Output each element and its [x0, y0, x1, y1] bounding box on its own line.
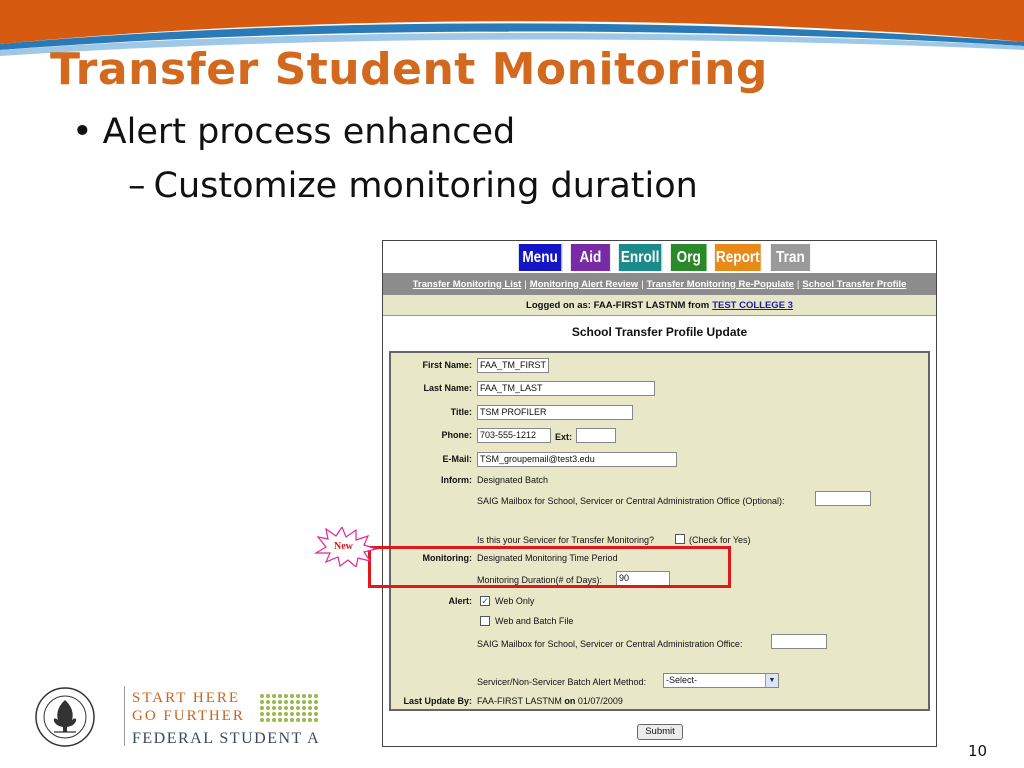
monitoring-label: Monitoring: — [422, 553, 472, 563]
page-number: 10 — [968, 742, 988, 760]
logo-line-federal-student: FEDERAL STUDENT A — [132, 730, 321, 747]
tab-report[interactable]: Report — [714, 243, 762, 272]
last-update-user: FAA-FIRST LASTNM — [477, 696, 562, 706]
department-seal-icon — [34, 686, 96, 748]
email-field[interactable]: TSM_groupemail@test3.edu — [477, 452, 677, 467]
last-name-label: Last Name: — [423, 383, 472, 393]
batch-method-select[interactable] — [663, 673, 779, 688]
link-separator: | — [796, 278, 800, 290]
inform-label: Inform: — [441, 475, 472, 485]
bullet-marker: • — [72, 112, 93, 152]
monitoring-highlight-box — [368, 546, 731, 588]
main-tabs — [518, 243, 818, 273]
batch-method-label: Servicer/Non-Servicer Batch Alert Method: — [477, 677, 647, 687]
link-separator: | — [641, 278, 644, 290]
phone-label: Phone: — [441, 430, 472, 440]
saig-label: SAIG Mailbox for School, Servicer or Central Administration Office: — [477, 639, 743, 649]
logged-on-bar — [383, 295, 936, 316]
tab-enroll[interactable]: Enroll — [618, 243, 662, 272]
servicer-checkbox[interactable] — [675, 534, 685, 544]
last-update-on: on — [564, 696, 576, 706]
web-batch-checkbox[interactable] — [480, 616, 490, 626]
batch-method-selected: -Select- — [666, 675, 698, 685]
tab-org[interactable]: Org — [670, 243, 707, 272]
last-update-value — [477, 696, 623, 706]
link-separator: | — [524, 278, 527, 290]
logo-divider — [124, 686, 125, 746]
new-callout-label: New — [334, 541, 353, 552]
link-monitoring-alert-review[interactable]: Monitoring Alert Review — [529, 278, 639, 290]
saig-optional-label: SAIG Mailbox for School, Servicer or Central Administration Office (Optional): — [477, 496, 785, 506]
college-link[interactable]: TEST COLLEGE 3 — [712, 299, 793, 311]
submit-button[interactable]: Submit — [637, 724, 683, 740]
last-update-label: Last Update By: — [403, 696, 472, 706]
title-label: Title: — [450, 407, 472, 417]
slide-title: Transfer Student Monitoring — [50, 44, 768, 95]
tab-aid[interactable]: Aid — [570, 243, 611, 272]
link-transfer-monitoring-repopulate[interactable]: Transfer Monitoring Re-Populate — [646, 278, 794, 290]
sub-bullet-marker: – — [128, 166, 146, 206]
sub-bullet-text: Customize monitoring duration — [153, 166, 698, 206]
duration-label: Monitoring Duration(# of Days): — [477, 575, 603, 585]
fsa-logo — [28, 686, 328, 752]
last-update-date: 01/07/2009 — [577, 696, 623, 706]
chevron-down-icon: ▼ — [765, 674, 778, 687]
phone-field[interactable]: 703-555-1212 — [477, 428, 551, 443]
web-only-label: Web Only — [495, 596, 535, 606]
ext-label: Ext: — [555, 432, 573, 442]
ext-field[interactable] — [576, 428, 616, 443]
saig-field[interactable] — [771, 634, 827, 649]
tab-tran[interactable]: Tran — [770, 243, 811, 272]
web-only-checkbox[interactable]: ✓ — [481, 596, 489, 606]
servicer-hint: (Check for Yes) — [689, 535, 751, 545]
duration-field[interactable]: 90 — [616, 571, 670, 586]
monitoring-value: Designated Monitoring Time Period — [477, 553, 618, 563]
alert-label: Alert: — [448, 596, 472, 606]
link-transfer-monitoring-list[interactable]: Transfer Monitoring List — [412, 278, 522, 290]
inform-value: Designated Batch — [477, 475, 549, 485]
email-label: E-Mail: — [442, 454, 472, 464]
logo-line-start-here: START HERE — [132, 690, 241, 706]
bullet-alert-process — [72, 112, 515, 152]
sub-nav-links — [383, 273, 936, 295]
first-name-label: First Name: — [422, 360, 472, 370]
tab-menu[interactable]: Menu — [518, 243, 562, 272]
app-screenshot — [382, 240, 937, 747]
link-school-transfer-profile[interactable]: School Transfer Profile — [802, 278, 907, 290]
logo-line-go-further: GO FURTHER — [132, 708, 245, 724]
profile-form — [389, 351, 930, 711]
sub-bullet-duration — [128, 166, 698, 206]
form-title: School Transfer Profile Update — [571, 325, 748, 339]
servicer-question: Is this your Servicer for Transfer Monitoring? — [477, 535, 655, 545]
last-name-field[interactable]: FAA_TM_LAST — [477, 381, 655, 396]
title-field[interactable]: TSM PROFILER — [477, 405, 633, 420]
logged-on-text: Logged on as: FAA-FIRST LASTNM from — [526, 299, 710, 311]
web-batch-label: Web and Batch File — [495, 616, 574, 626]
saig-optional-field[interactable] — [815, 491, 871, 506]
bullet-text: Alert process enhanced — [102, 112, 516, 152]
logo-dots-icon — [258, 692, 322, 726]
first-name-field[interactable]: FAA_TM_FIRST — [477, 358, 549, 373]
